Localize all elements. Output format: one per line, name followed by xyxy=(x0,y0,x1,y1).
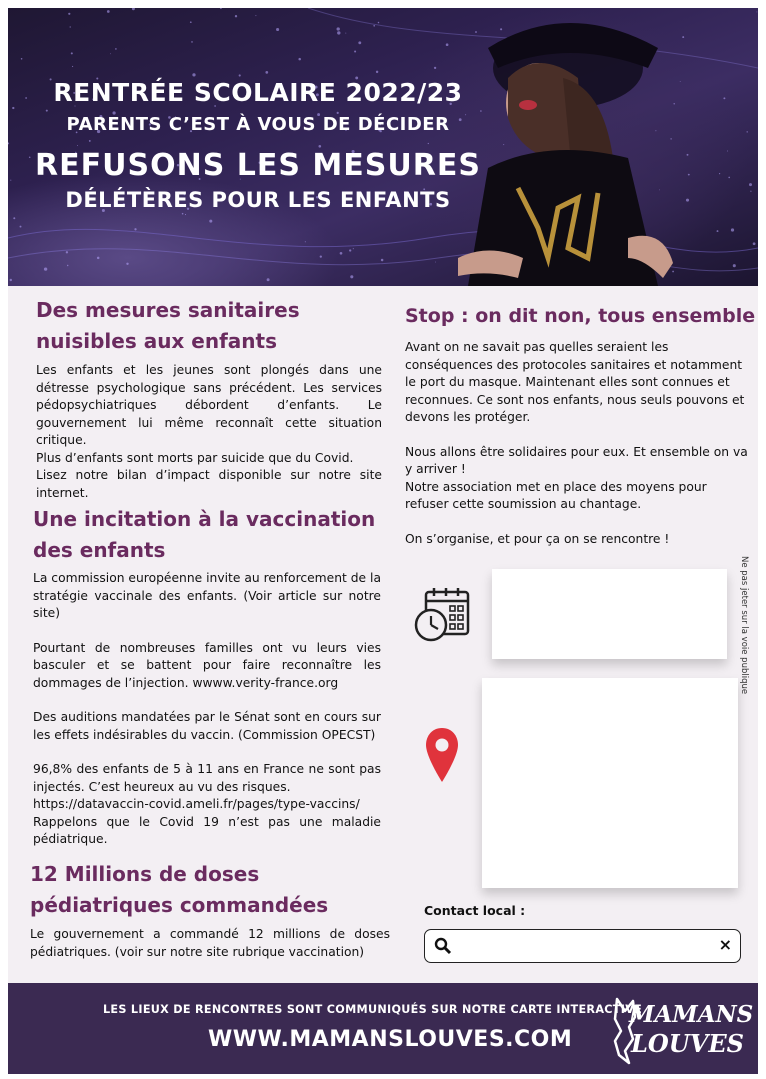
particle-dot xyxy=(267,278,270,281)
particle-dot xyxy=(115,48,117,50)
logo-line-1: MAMANS xyxy=(629,1001,754,1028)
particle-dot xyxy=(376,71,378,73)
particle-dot xyxy=(126,263,128,265)
section-1-heading: Des mesures sanitaires nuisibles aux enfants xyxy=(36,298,300,353)
particle-dot xyxy=(349,249,351,251)
particle-dot xyxy=(255,15,256,16)
particle-dot xyxy=(70,26,71,27)
particle-dot xyxy=(66,251,68,253)
side-note: Ne pas jeter sur la voie publique xyxy=(739,556,749,695)
particle-dot xyxy=(192,73,195,76)
location-pin-icon xyxy=(424,726,460,784)
particle-dot xyxy=(71,52,73,54)
logo-line-2: LOUVES xyxy=(631,1029,744,1058)
particle-dot xyxy=(132,8,135,10)
particle-dot xyxy=(21,58,23,60)
particle-dot xyxy=(77,145,78,146)
particle-dot xyxy=(378,22,380,24)
search-icon xyxy=(434,937,452,955)
particle-dot xyxy=(67,265,68,266)
footer-website-link[interactable]: WWW.MAMANSLOUVES.COM xyxy=(208,1027,573,1052)
particle-dot xyxy=(190,21,192,23)
particle-dot xyxy=(185,214,186,215)
particle-dot xyxy=(20,226,22,228)
particle-dot xyxy=(89,140,91,142)
particle-dot xyxy=(13,217,15,219)
particle-dot xyxy=(72,66,73,67)
particle-dot xyxy=(733,264,736,267)
contact-label: Contact local : xyxy=(424,903,526,918)
section-2-heading: Une incitation à la vaccination des enfants xyxy=(33,507,376,562)
particle-dot xyxy=(320,255,322,257)
particle-dot xyxy=(97,257,100,260)
particle-dot xyxy=(134,228,136,230)
particle-dot xyxy=(358,41,361,44)
section-3-heading: 12 Millions de doses pédiatriques commandées xyxy=(30,862,329,917)
particle-dot xyxy=(220,8,222,9)
section-2-body: La commission européenne invite au renforcement de la stratégie vaccinale des enfants. (Voir article sur notre site) Pourtant de nombreuses familles ont vu leurs vies basculer et se battent pour faire reconnaître les dommages de l’injection. wwww.verity-france.org Des auditions mandatées par le Sénat sont en cours sur les effets indésirables du vaccin. (Commission OPECST) 96,8% des enfants de 5 à 11 ans en France ne sont pas injectés. C’est heureux au vu des risques. https://datavaccin-covid.ameli.fr/pages/type-vaccins/ Rappelons que le Covid 19 n’est pas une maladie pédiatrique. xyxy=(33,571,381,846)
section-3-body: Le gouvernement a commandé 12 millions de doses pédiatriques. (voir sur notre site rubrique vaccination) xyxy=(30,927,390,959)
particle-dot xyxy=(345,33,346,34)
particle-dot xyxy=(182,213,184,215)
particle-dot xyxy=(381,259,384,262)
particle-dot xyxy=(749,183,752,186)
particle-dot xyxy=(239,74,241,76)
particle-dot xyxy=(265,71,268,74)
particle-dot xyxy=(350,275,353,278)
particle-dot xyxy=(305,241,306,242)
particle-dot xyxy=(354,50,356,52)
particle-dot xyxy=(756,11,757,12)
particle-dot xyxy=(373,25,375,27)
particle-dot xyxy=(209,220,212,223)
particle-dot xyxy=(728,177,730,179)
particle-dot xyxy=(731,228,734,231)
hero-line-1: RENTRÉE SCOLAIRE 2022/23 xyxy=(53,78,463,107)
particle-dot xyxy=(46,110,48,112)
right-body: Avant on ne savait pas quelles seraient les conséquences des protocoles sanitaires et notamment le port du masque. Maintenant elles sont connues et reconnues. Ce sont nos enfants, nous seuls pouvons et devons les protéger. Nous allons être solidaires pour eux. Et ensemble on va y arriver ! Notre association met en place des moyens pour refuser cette soumission au chantage. On s’organise, et pour ça on se rencontre ! xyxy=(405,340,748,546)
particle-dot xyxy=(191,41,193,43)
particle-dot xyxy=(753,242,756,245)
mamans-louves-logo xyxy=(611,995,754,1065)
hero-banner xyxy=(8,8,758,286)
calendar-clock-icon xyxy=(412,586,472,644)
hero-line-3: REFUSONS LES MESURES xyxy=(35,148,481,183)
particle-dot xyxy=(340,252,343,255)
particle-dot xyxy=(10,279,12,281)
right-heading: Stop : on dit non, tous ensemble xyxy=(405,305,756,327)
particle-dot xyxy=(107,10,110,13)
particle-dot xyxy=(8,142,9,144)
close-icon[interactable]: × xyxy=(718,935,732,954)
particle-dot xyxy=(12,107,14,109)
particle-dot xyxy=(110,53,111,54)
particle-dot xyxy=(276,28,279,31)
particle-dot xyxy=(298,58,301,61)
particle-dot xyxy=(750,191,751,192)
particle-dot xyxy=(353,248,354,249)
woman-portrait-image xyxy=(428,8,728,286)
map-box[interactable] xyxy=(482,678,738,888)
flyer-page xyxy=(8,8,758,1074)
footer-tagline: LES LIEUX DE RENCONTRES SONT COMMUNIQUÉS SUR NOTRE CARTE INTERACTIVE xyxy=(103,1003,643,1016)
contact-search-field[interactable] xyxy=(424,929,741,963)
hero-line-2: PARENTS C’EST À VOUS DE DÉCIDER xyxy=(66,114,450,135)
particle-dot xyxy=(44,267,47,270)
particle-dot xyxy=(747,131,748,132)
hero-line-4: DÉLÉTÈRES POUR LES ENFANTS xyxy=(65,188,451,212)
section-1-body: Les enfants et les jeunes sont plongés dans une détresse psychologique sans précédent. Les services pédopsychiatriques débordent d’enfants. Le gouvernement lui même reconnaît cette situation critique. Plus d’enfants sont morts par suicide que du Covid. Lisez notre bilan d’impact disponible sur notre site internet. xyxy=(36,363,382,500)
date-info-box xyxy=(492,569,727,659)
particle-dot xyxy=(337,31,340,34)
footer-band xyxy=(8,983,758,1074)
particle-dot xyxy=(235,15,237,17)
particle-dot xyxy=(337,27,340,30)
contact-search-input[interactable] xyxy=(459,934,703,958)
particle-dot xyxy=(68,13,70,15)
